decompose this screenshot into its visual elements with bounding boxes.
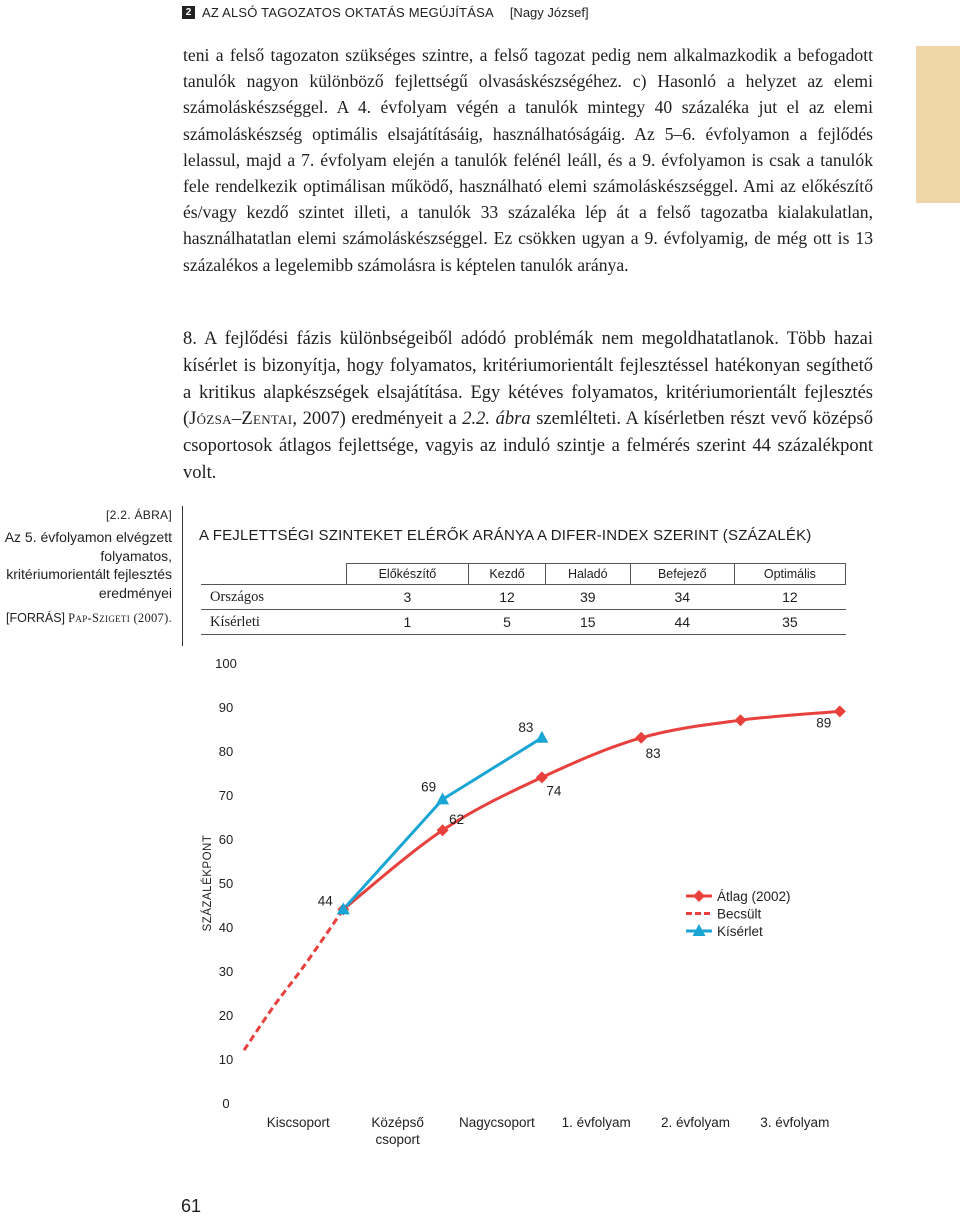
x-tick-label: 2. évfolyam — [660, 1115, 731, 1130]
y-tick-label: 70 — [218, 788, 234, 803]
paragraph-text-end: szemlélteti. A kísérletben részt vevő középső csoportosok átlagos fejlettsége, vagyis az induló szintje a felmérés szerint 44 százalékpont volt. — [183, 409, 873, 483]
data-label: 74 — [546, 783, 562, 799]
x-tick-label: 3. évfolyam — [760, 1115, 830, 1130]
series-line--tlag-2002- — [343, 711, 840, 909]
paragraph-text-start: 8. A fejlődési fázis különbségeiből adódó problémák nem megoldhatatlanok. Több hazai kísérlet is bizonyítja, hogy folyamatos, kritériumorientált fejlesztéssel hatékonyan segíthető a kritikus alapkészségek elsajátítása. Egy kétéves folyamatos, kritériumorientált fejlesztés ( — [183, 329, 873, 430]
x-tick-label: Középső — [371, 1115, 424, 1130]
data-label: 44 — [317, 893, 333, 909]
legend-label: Becsült — [717, 906, 762, 922]
page-number: 61 — [181, 1196, 202, 1216]
chapter-number-badge: 2 — [182, 6, 195, 19]
data-point — [535, 731, 548, 743]
citation-authors: Józsa–Zentai — [189, 409, 293, 430]
table-cell: 39 — [545, 585, 630, 610]
column-header: Előkészítő — [346, 564, 469, 585]
data-label: 89 — [816, 715, 832, 731]
y-tick-label: 10 — [218, 1052, 234, 1067]
table-cell: 15 — [545, 610, 630, 635]
data-point — [735, 714, 747, 726]
data-point — [436, 792, 449, 804]
figure-reference: 2.2. ábra — [462, 409, 531, 430]
paragraph-text-mid: , 2007) eredményeit a — [292, 409, 463, 430]
y-tick-label: 80 — [218, 744, 234, 759]
figure-caption-text: Az 5. évfolyamon elvégzett folyamatos, kritériumorientált fejlesztés eredményei — [4, 529, 172, 601]
y-axis-label: SZÁZALÉKPONT — [202, 834, 214, 932]
data-point — [635, 732, 647, 744]
data-point — [834, 705, 846, 717]
table-cell: 5 — [469, 610, 545, 635]
source-label: [FORRÁS] — [5, 611, 66, 625]
x-tick-label: Kiscsoport — [266, 1115, 330, 1130]
data-label: 62 — [449, 812, 465, 828]
legend-marker — [693, 890, 705, 902]
column-header: Kezdő — [469, 564, 545, 585]
table-cell: 44 — [630, 610, 734, 635]
y-tick-label: 100 — [215, 656, 237, 671]
y-tick-label: 50 — [218, 876, 234, 891]
paragraph-text: teni a felső tagozaton szükséges szintre, a felső tagozat pedig nem alkalmazkodik a befogadott tanulók nagyon különböző fejlettségű olvasáskészségéhez. c) Hasonló a helyzet az elemi számoláskészséggel. A 4. évfolyam végén a tanulók mintegy 40 százaléka jut el az elemi számoláskészség optimális elsajátításáig, használhatóságáig. Az 5–6. évfolyamon a fejlődés lelassul, majd a 7. évfolyam elején a tanulók felénél leáll, és a 9. évfolyamon is csak a tanulók fele rendelkezik optimálisan működő, használható elemi számoláskészséggel. Ami az előkészítő és/vagy kezdő szintet illeti, a tanulók 33 százaléka lép át a felső tagozatba kialakulatlan, használhatatlan elemi számoláskészséggel. Ez csökken ugyan a 9. évfolyamig, de még ott is 13 százalékos a legelemibb számolásra is képtelen tanulók aránya. — [183, 45, 873, 275]
table-cell: 34 — [630, 585, 734, 610]
source-text: Pap-Szigeti (2007). — [68, 611, 172, 625]
table-cell: 3 — [346, 585, 469, 610]
data-label: 83 — [518, 719, 534, 735]
row-label: Országos — [201, 585, 346, 610]
x-tick-label-line2: csoport — [375, 1132, 420, 1147]
table-cell: 1 — [346, 610, 469, 635]
data-point — [536, 771, 548, 783]
x-tick-label: 1. évfolyam — [561, 1115, 631, 1130]
table-cell: 12 — [734, 585, 845, 610]
table-cell: 12 — [469, 585, 545, 610]
column-header: Befejező — [630, 564, 734, 585]
data-label: 83 — [645, 745, 661, 761]
x-tick-label: Nagycsoport — [459, 1115, 535, 1130]
y-tick-label: 30 — [218, 964, 234, 979]
column-header: Haladó — [545, 564, 630, 585]
y-tick-label: 40 — [218, 920, 234, 935]
chapter-title: AZ ALSÓ TAGOZATOS OKTATÁS MEGÚJÍTÁSA — [202, 4, 494, 20]
chart-title: A FEJLETTSÉGI SZINTEKET ELÉRŐK ARÁNYA A DIFER-INDEX SZERINT (SZÁZALÉK) — [199, 527, 812, 544]
table-cell: 35 — [734, 610, 845, 635]
legend-label: Kísérlet — [717, 924, 763, 939]
y-tick-label: 90 — [218, 700, 234, 715]
figure-number: [2.2. ÁBRA] — [106, 508, 172, 522]
data-label: 69 — [421, 779, 437, 795]
row-label: Kísérleti — [201, 610, 346, 635]
chapter-author: [Nagy József] — [509, 4, 589, 20]
column-header: Optimális — [734, 564, 845, 585]
series-line-becs-lt — [244, 909, 343, 1050]
legend-label: Átlag (2002) — [717, 889, 791, 904]
y-tick-label: 20 — [218, 1008, 234, 1023]
y-tick-label: 0 — [222, 1096, 230, 1111]
y-tick-label: 60 — [218, 832, 234, 847]
